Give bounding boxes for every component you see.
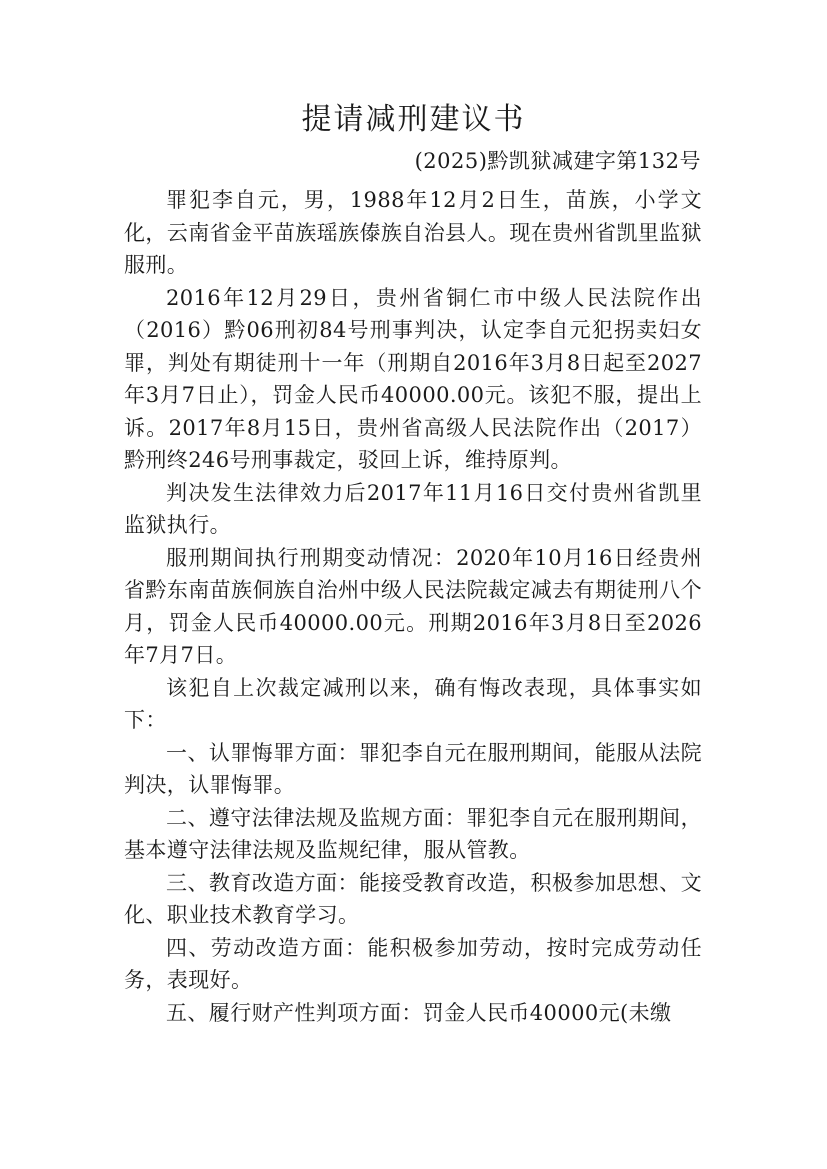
document-body bbox=[124, 184, 702, 1029]
document-number: (2025)黔凯狱减建字第132号 bbox=[414, 149, 701, 173]
paragraph-execution: 判决发生法律效力后2017年11月16日交付贵州省凯里监狱执行。 bbox=[124, 480, 702, 537]
paragraph-offender-info: 罪犯李自元，男，1988年12月2日生，苗族，小学文化，云南省金平苗族瑶族傣族自治县人。现在贵州省凯里监狱服刑。 bbox=[124, 188, 702, 277]
paragraph-item-labor: 四、劳动改造方面：能积极参加劳动，按时完成劳动任务，表现好。 bbox=[124, 935, 702, 992]
paragraph-item-compliance: 二、遵守法律法规及监规方面：罪犯李自元在服刑期间，基本遵守法律法规及监规纪律，服从管教。 bbox=[124, 805, 702, 862]
paragraph-item-education: 三、教育改造方面：能接受教育改造，积极参加思想、文化、职业技术教育学习。 bbox=[124, 870, 702, 927]
paragraph-original-judgment: 2016年12月29日，贵州省铜仁市中级人民法院作出（2016）黔06刑初84号刑事判决，认定李自元犯拐卖妇女罪，判处有期徒刑十一年（刑期自2016年3月8日起至2027年3月7日止），罚金人民币40000.00元。该犯不服，提出上诉。2017年8月15日，贵州省高级人民法院作出（2017）黔刑终246号刑事裁定，驳回上诉，维持原判。 bbox=[124, 285, 702, 472]
paragraph-item-property: 五、履行财产性判项方面：罚金人民币40000元(未缴 bbox=[166, 1000, 672, 1025]
document-title: 提请减刑建议书 bbox=[301, 102, 526, 137]
paragraph-item-admission: 一、认罪悔罪方面：罪犯李自元在服刑期间，能服从法院判决，认罪悔罪。 bbox=[124, 740, 702, 797]
paragraph-sentence-changes: 服刑期间执行刑期变动情况：2020年10月16日经贵州省黔东南苗族侗族自治州中级人民法院裁定减去有期徒刑八个月，罚金人民币40000.00元。刑期2016年3月8日至2026年7月7日。 bbox=[124, 545, 702, 667]
paragraph-remorse-intro: 该犯自上次裁定减刑以来，确有悔改表现，具体事实如下： bbox=[124, 675, 702, 732]
